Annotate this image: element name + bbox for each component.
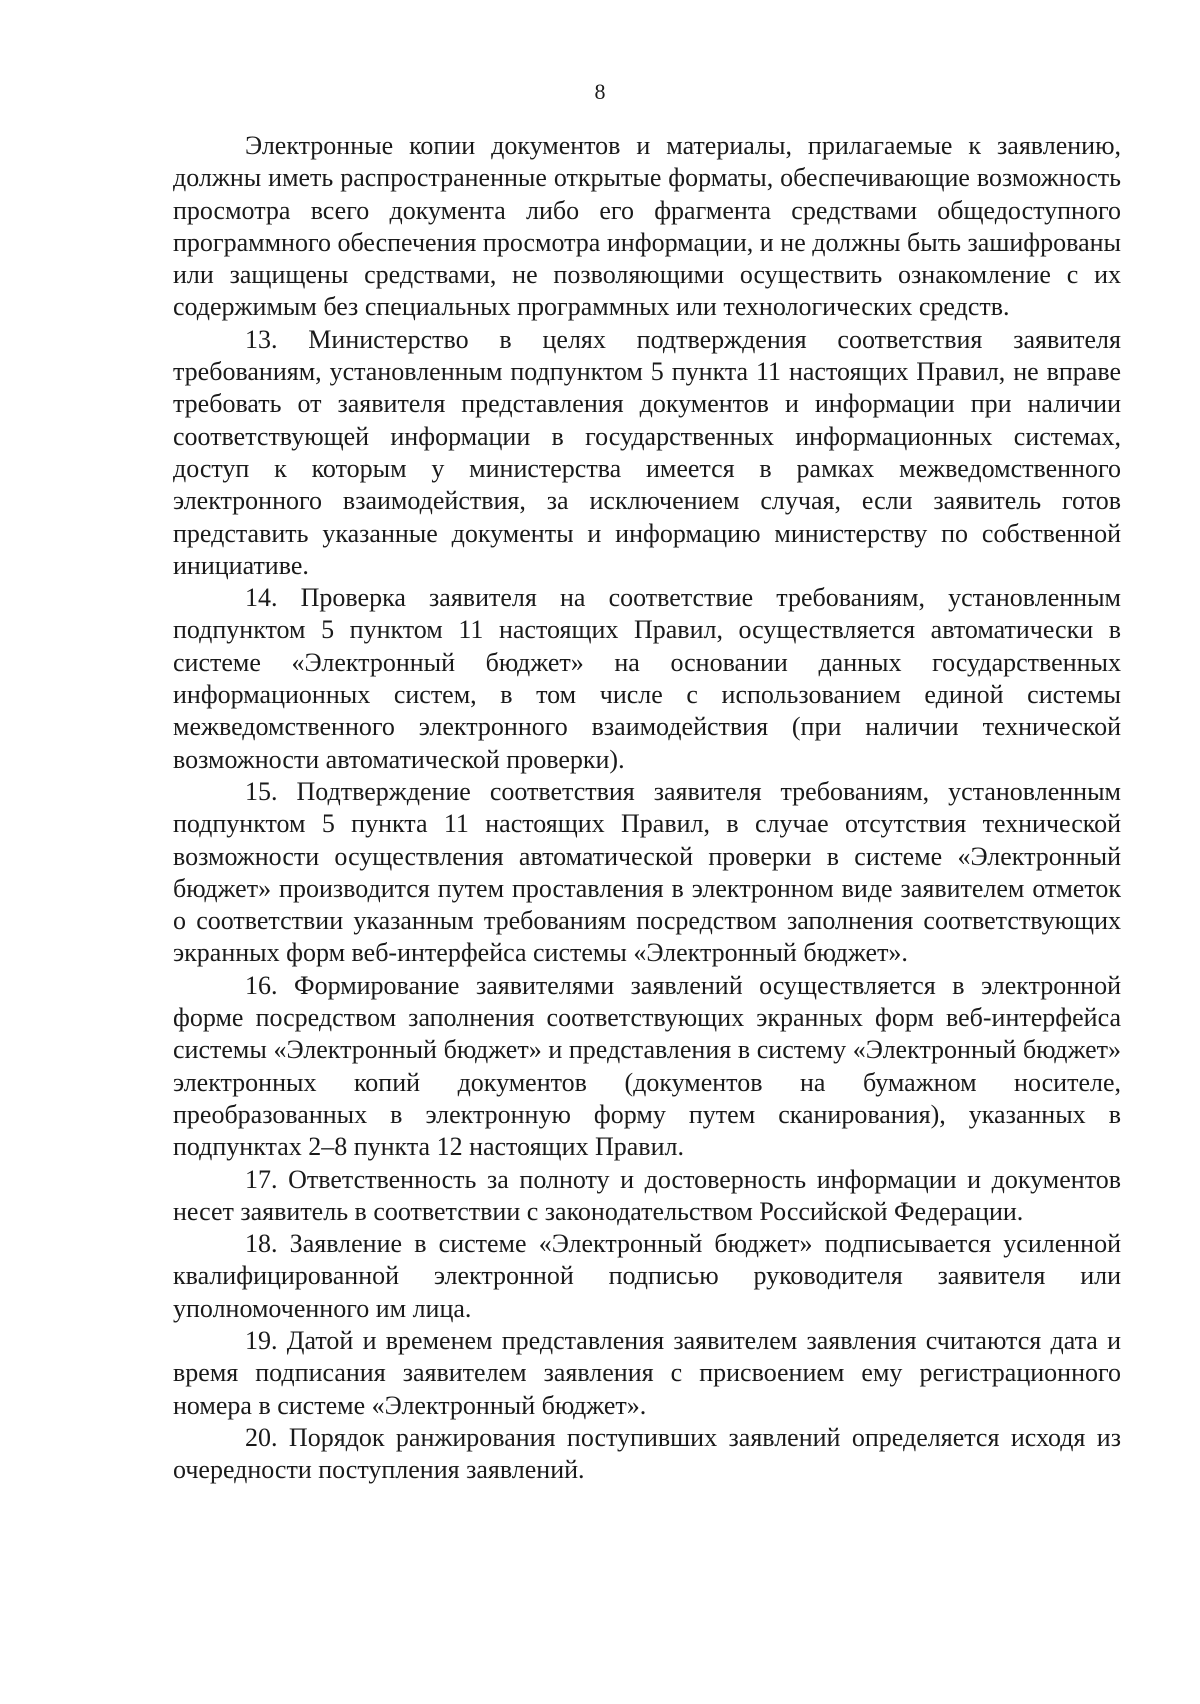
paragraph-15: 15. Подтверждение соответствия заявителя требованиям, установленным подпунктом 5 пункта 11 настоящих Правил, в случае отсутствия технической возможности осуществления автоматической проверки в системе «Электронный бюджет» производится путем проставления в электронном виде заявителем отметок о соответствии указанным требованиям посредством заполнения соответствующих экранных форм веб-интерфейса системы «Электронный бюджет».: [173, 776, 1121, 968]
paragraph-19: 19. Датой и временем представления заявителем заявления считаются дата и время подписания заявителем заявления с присвоением ему регистрационного номера в системе «Электронный бюджет».: [173, 1325, 1121, 1420]
document-body: [173, 130, 1121, 1486]
paragraph-17: 17. Ответственность за полноту и достоверность информации и документов несет заявитель в соответствии с законодательством Российской Федерации.: [173, 1164, 1121, 1226]
paragraph-18: 18. Заявление в системе «Электронный бюджет» подписывается усиленной квалифицированной электронной подписью руководителя заявителя или уполномоченного им лица.: [173, 1229, 1121, 1323]
paragraph-14: 14. Проверка заявителя на соответствие требованиям, установленным подпунктом 5 пунктом 11 настоящих Правил, осуществляется автоматически в системе «Электронный бюджет» на основании данных государственных информационных систем, в том числе с использованием единой системы межведомственного электронного взаимодействия (при наличии технической возможности автоматической проверки).: [173, 583, 1121, 774]
page-number: 8: [594, 79, 606, 104]
paragraph-20: 20. Порядок ранжирования поступивших заявлений определяется исходя из очередности поступления заявлений.: [173, 1422, 1121, 1485]
paragraph-electronic-copies: Электронные копии документов и материалы, прилагаемые к заявлению, должны иметь распространенные открытые форматы, обеспечивающие возможность просмотра всего документа либо его фрагмента средствами общедоступного программного обеспечения просмотра информации, и не должны быть зашифрованы или защищены средствами, не позволяющими осуществить ознакомление с их содержимым без специальных программных или технологических средств.: [173, 131, 1121, 322]
paragraph-13: 13. Министерство в целях подтверждения соответствия заявителя требованиям, установленным подпунктом 5 пункта 11 настоящих Правил, не вправе требовать от заявителя представления документов и информации при наличии соответствующей информации в государственных информационных системах, доступ к которым у министерства имеется в рамках межведомственного электронного взаимодействия, за исключением случая, если заявитель готов представить указанные документы и информацию министерству по собственной инициативе.: [173, 324, 1121, 580]
paragraph-16: 16. Формирование заявителями заявлений осуществляется в электронной форме посредством заполнения соответствующих экранных форм веб-интерфейса системы «Электронный бюджет» и представления в систему «Электронный бюджет» электронных копий документов (документов на бумажном носителе, преобразованных в электронную форму путем сканирования), указанных в подпунктах 2–8 пункта 12 настоящих Правил.: [173, 970, 1121, 1162]
